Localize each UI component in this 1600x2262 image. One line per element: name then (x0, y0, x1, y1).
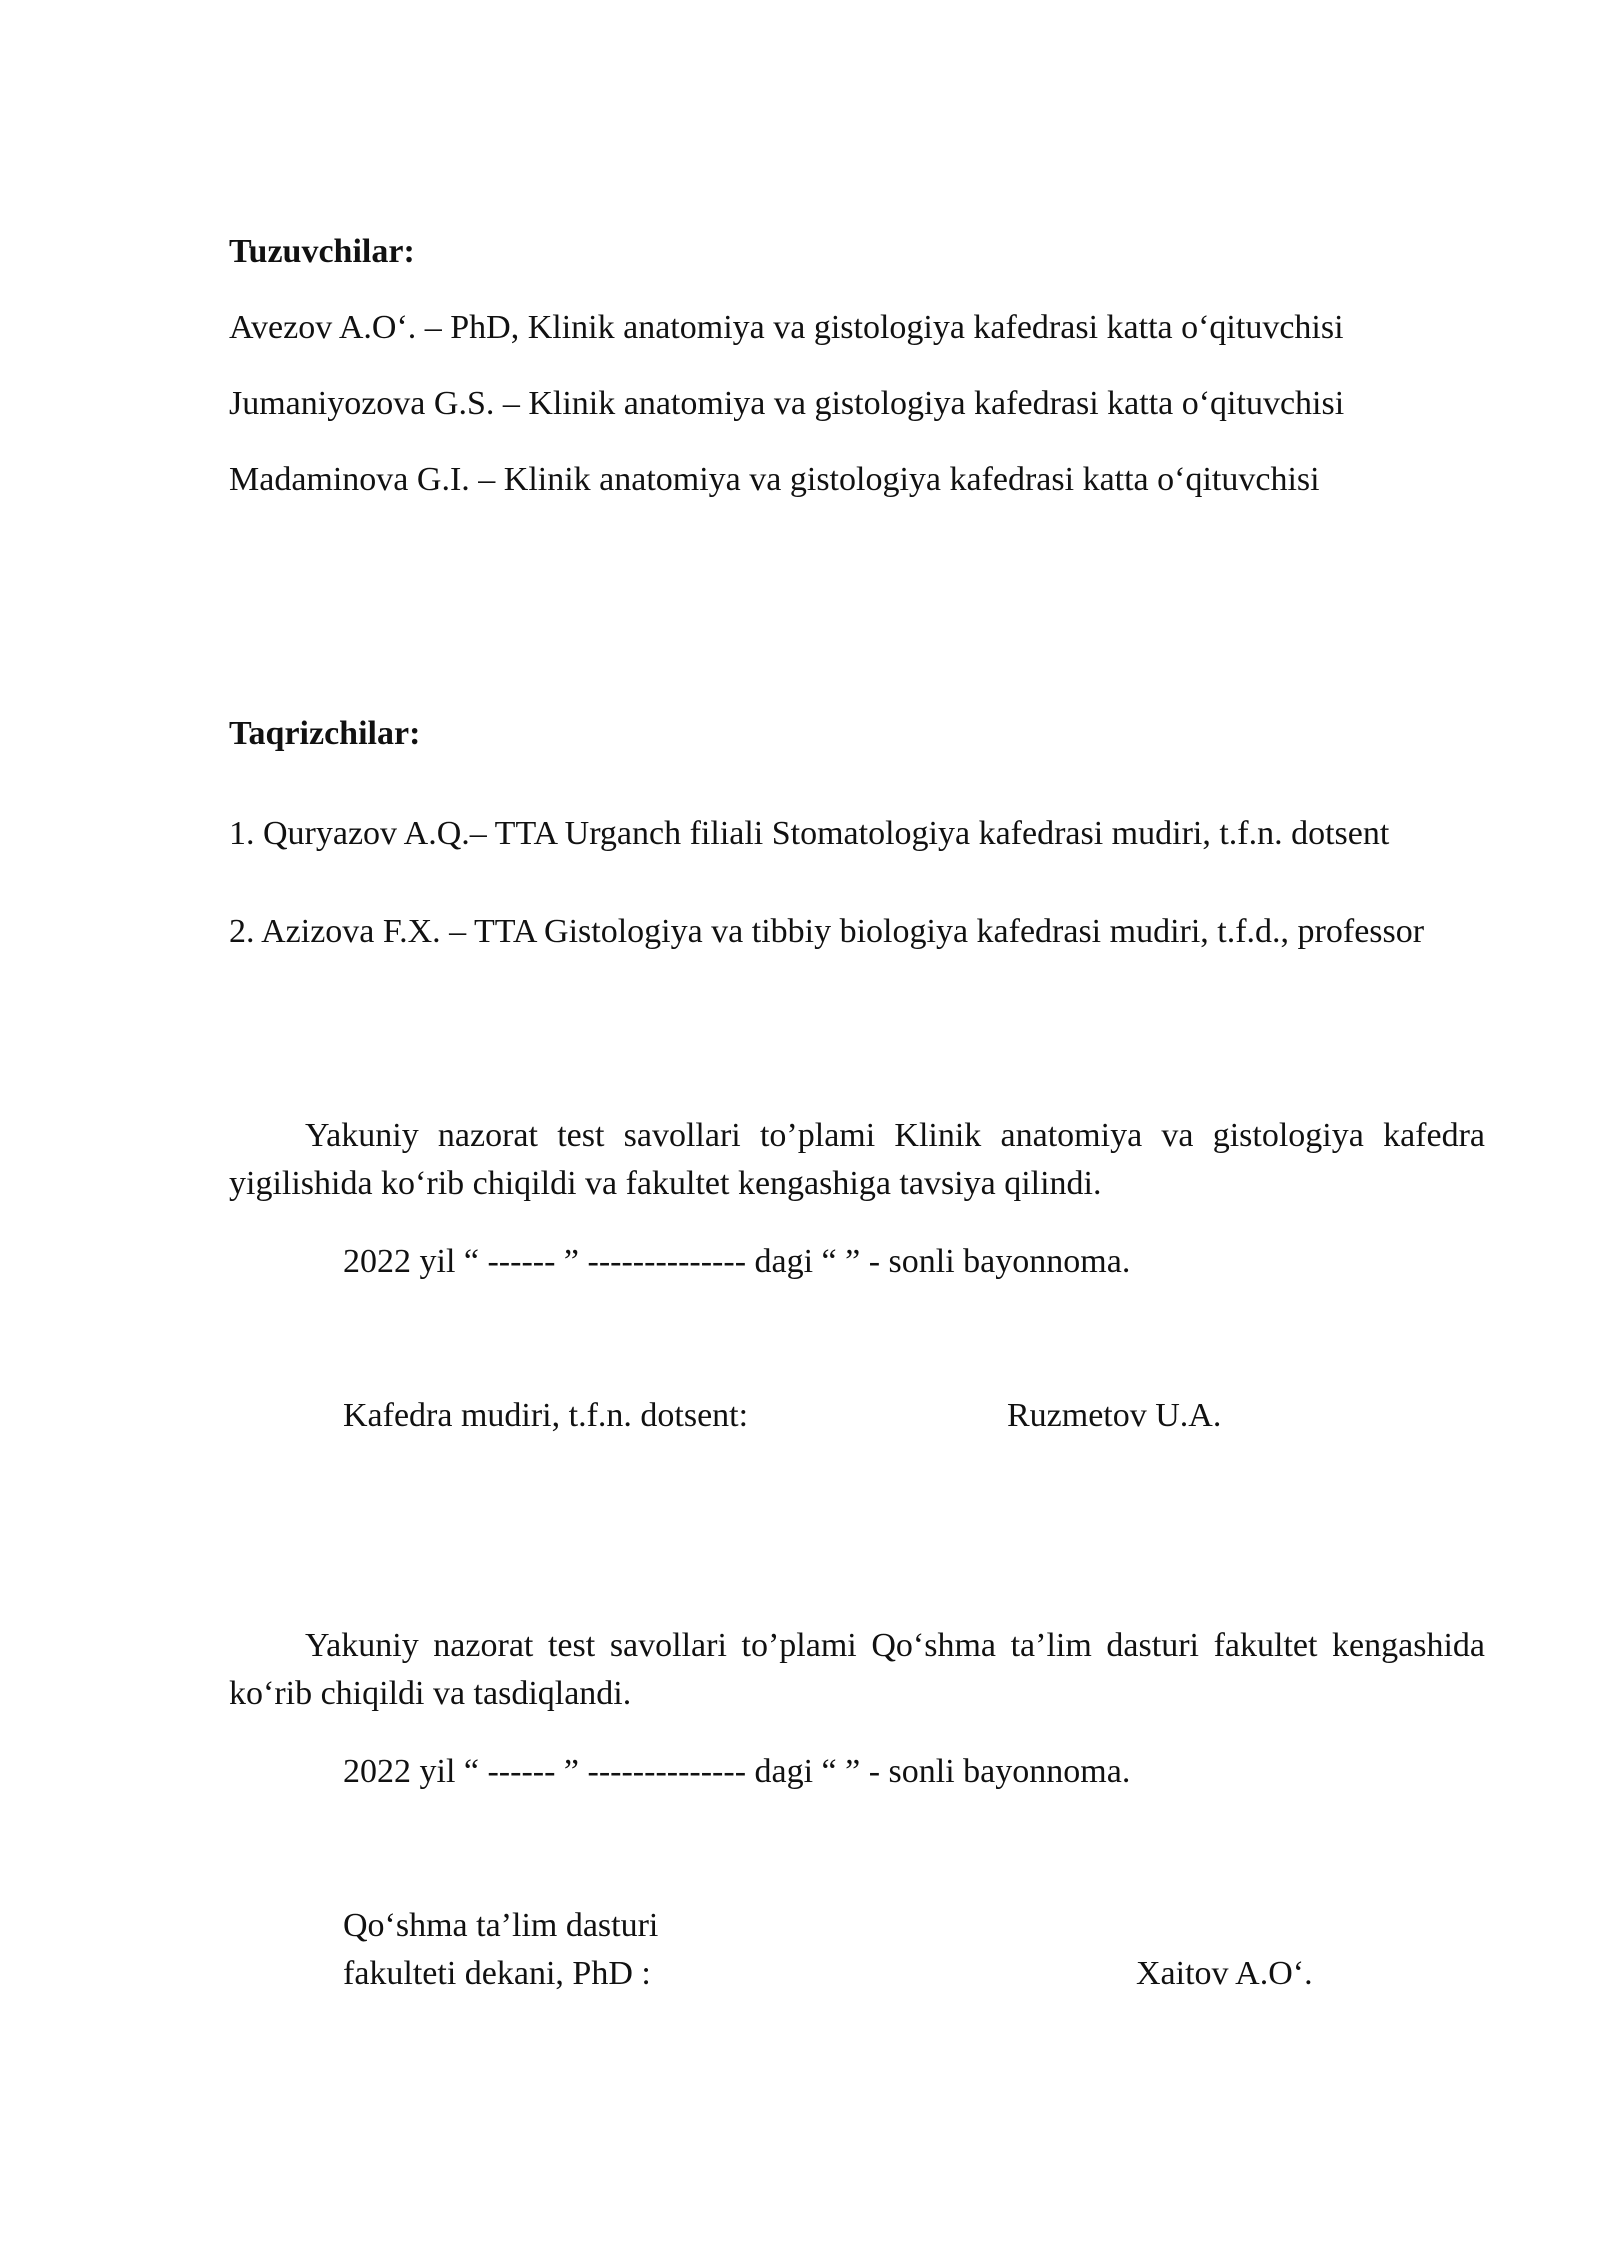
department-protocol-line: 2022 yil “ ------ ” -------------- dagi “ ” - sonli bayonnoma. (343, 1243, 1131, 1280)
department-signer-name: Ruzmetov U.A. (1007, 1397, 1222, 1434)
reviewer-item-1: 1. Quryazov A.Q.– TTA Urganch filiali Stomatologiya kafedrasi mudiri, t.f.n. dotsent (229, 815, 1390, 852)
faculty-protocol-line: 2022 yil “ ------ ” -------------- dagi “ ” - sonli bayonnoma. (343, 1753, 1131, 1790)
reviewers-heading: Taqrizchilar: (229, 715, 421, 752)
faculty-signer-title-line1: Qo‘shma ta’lim dasturi (343, 1907, 659, 1944)
authors-heading: Tuzuvchilar: (229, 233, 415, 270)
faculty-approval-paragraph: Yakuniy nazorat test savollari to’plami Qo‘shma ta’lim dasturi fakultet kengashida ko‘rib chiqildi va tasdiqlandi. (229, 1627, 1485, 1712)
author-line-2: Jumaniyozova G.S. – Klinik anatomiya va gistologiya kafedrasi katta o‘qituvchisi (229, 385, 1345, 422)
faculty-signer-title-line2: fakulteti dekani, PhD : (343, 1955, 651, 1992)
department-review-paragraph: Yakuniy nazorat test savollari to’plami Klinik anatomiya va gistologiya kafedra yigilishida ko‘rib chiqildi va fakultet kengashiga tavsiya qilindi. (229, 1117, 1485, 1202)
department-signer-title: Kafedra mudiri, t.f.n. dotsent: (343, 1397, 749, 1434)
author-line-3: Madaminova G.I. – Klinik anatomiya va gistologiya kafedrasi katta o‘qituvchisi (229, 461, 1320, 498)
reviewer-item-2: 2. Azizova F.X. – TTA Gistologiya va tibbiy biologiya kafedrasi mudiri, t.f.d., professor (229, 913, 1425, 950)
faculty-signer-name: Xaitov A.O‘. (1136, 1955, 1313, 1992)
author-line-1: Avezov A.O‘. – PhD, Klinik anatomiya va gistologiya kafedrasi katta o‘qituvchisi (229, 309, 1344, 346)
